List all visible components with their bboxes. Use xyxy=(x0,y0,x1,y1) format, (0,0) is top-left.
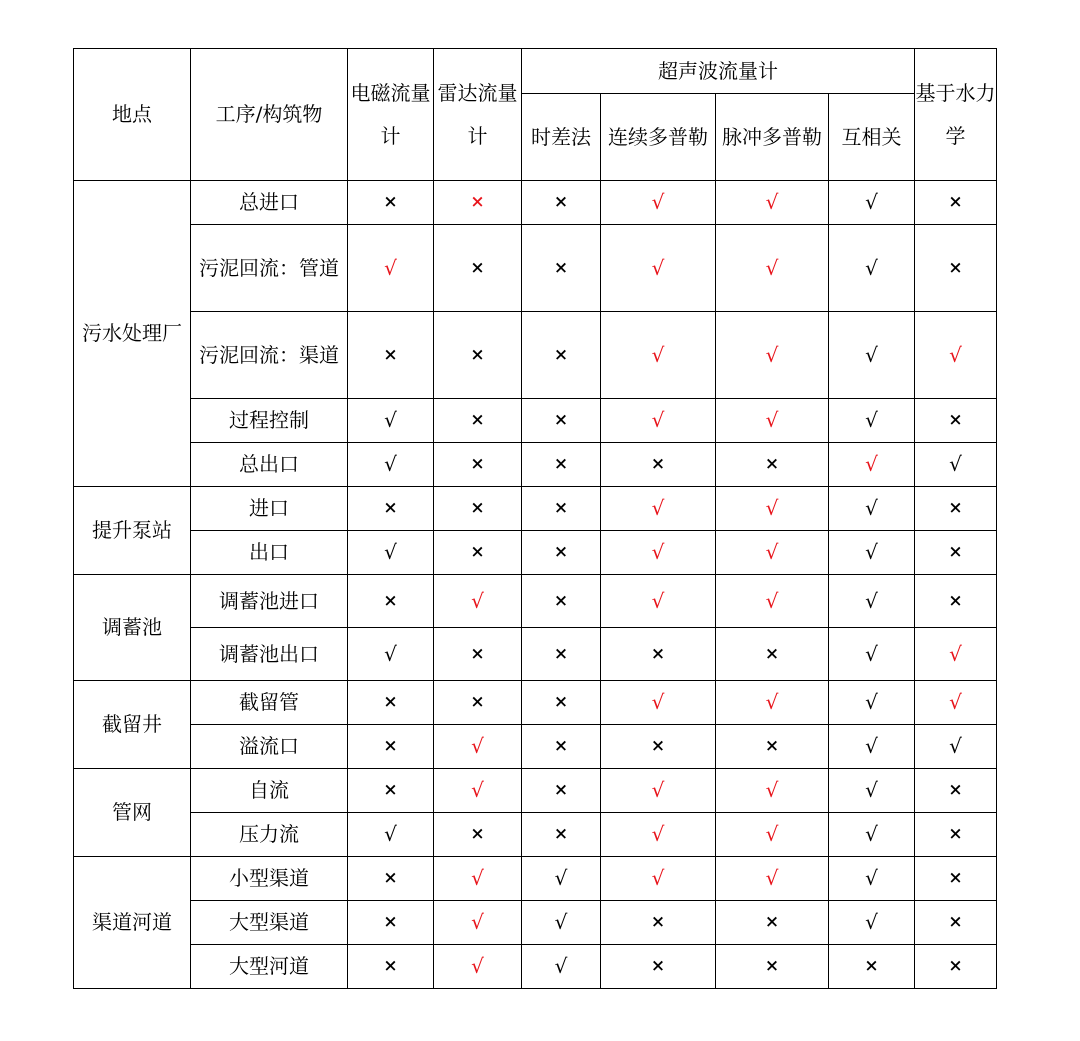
check-mark-icon: √ xyxy=(601,399,716,443)
table-row xyxy=(74,443,997,487)
process-cell: 调蓄池出口 xyxy=(191,628,348,681)
check-mark-icon: √ xyxy=(915,681,997,725)
table-row xyxy=(74,399,997,443)
process-cell: 进口 xyxy=(191,487,348,531)
table-row xyxy=(74,487,997,531)
cross-mark-icon: × xyxy=(716,725,829,769)
check-mark-icon: √ xyxy=(829,628,915,681)
header-process: 工序/构筑物 xyxy=(191,49,348,181)
cross-mark-icon: × xyxy=(348,312,434,399)
check-mark-icon: √ xyxy=(716,312,829,399)
cross-mark-icon: × xyxy=(348,769,434,813)
location-cell: 截留井 xyxy=(74,681,191,769)
cross-mark-icon: × xyxy=(915,769,997,813)
cross-mark-icon: × xyxy=(434,443,522,487)
table-row xyxy=(74,725,997,769)
cross-mark-icon: × xyxy=(348,725,434,769)
cross-mark-icon: × xyxy=(522,769,601,813)
check-mark-icon: √ xyxy=(915,628,997,681)
location-cell: 调蓄池 xyxy=(74,575,191,681)
process-cell: 出口 xyxy=(191,531,348,575)
check-mark-icon: √ xyxy=(348,443,434,487)
check-mark-icon: √ xyxy=(522,857,601,901)
check-mark-icon: √ xyxy=(601,813,716,857)
cross-mark-icon: × xyxy=(434,225,522,312)
check-mark-icon: √ xyxy=(601,487,716,531)
check-mark-icon: √ xyxy=(829,225,915,312)
check-mark-icon: √ xyxy=(829,487,915,531)
table-row xyxy=(74,813,997,857)
flowmeter-comparison-table xyxy=(73,48,997,989)
cross-mark-icon: × xyxy=(522,531,601,575)
check-mark-icon: √ xyxy=(434,725,522,769)
header-electromagnetic: 电磁流量计 xyxy=(348,49,434,181)
check-mark-icon: √ xyxy=(829,769,915,813)
cross-mark-icon: × xyxy=(915,901,997,945)
table-row xyxy=(74,945,997,989)
cross-mark-icon: × xyxy=(522,813,601,857)
check-mark-icon: √ xyxy=(601,857,716,901)
cross-mark-icon: × xyxy=(601,725,716,769)
table-row xyxy=(74,681,997,725)
check-mark-icon: √ xyxy=(716,531,829,575)
cross-mark-icon: × xyxy=(522,225,601,312)
process-cell: 大型渠道 xyxy=(191,901,348,945)
header-continuous-doppler: 连续多普勒 xyxy=(601,94,716,181)
cross-mark-icon: × xyxy=(348,575,434,628)
cross-mark-icon: × xyxy=(434,628,522,681)
cross-mark-icon: × xyxy=(348,681,434,725)
cross-mark-icon: × xyxy=(829,945,915,989)
check-mark-icon: √ xyxy=(829,399,915,443)
cross-mark-icon: × xyxy=(434,181,522,225)
cross-mark-icon: × xyxy=(434,813,522,857)
cross-mark-icon: × xyxy=(522,725,601,769)
check-mark-icon: √ xyxy=(915,312,997,399)
cross-mark-icon: × xyxy=(522,312,601,399)
cross-mark-icon: × xyxy=(348,901,434,945)
cross-mark-icon: × xyxy=(522,487,601,531)
check-mark-icon: √ xyxy=(716,769,829,813)
cross-mark-icon: × xyxy=(601,901,716,945)
cross-mark-icon: × xyxy=(348,487,434,531)
location-cell: 提升泵站 xyxy=(74,487,191,575)
table-row xyxy=(74,312,997,399)
check-mark-icon: √ xyxy=(348,225,434,312)
check-mark-icon: √ xyxy=(716,225,829,312)
cross-mark-icon: × xyxy=(915,399,997,443)
check-mark-icon: √ xyxy=(601,312,716,399)
check-mark-icon: √ xyxy=(434,857,522,901)
header-cross-correlation: 互相关 xyxy=(829,94,915,181)
check-mark-icon: √ xyxy=(348,399,434,443)
cross-mark-icon: × xyxy=(434,681,522,725)
cross-mark-icon: × xyxy=(601,628,716,681)
check-mark-icon: √ xyxy=(829,575,915,628)
cross-mark-icon: × xyxy=(434,399,522,443)
check-mark-icon: √ xyxy=(434,945,522,989)
process-cell: 自流 xyxy=(191,769,348,813)
check-mark-icon: √ xyxy=(716,399,829,443)
cross-mark-icon: × xyxy=(716,945,829,989)
table-row xyxy=(74,857,997,901)
cross-mark-icon: × xyxy=(915,531,997,575)
check-mark-icon: √ xyxy=(829,681,915,725)
check-mark-icon: √ xyxy=(829,181,915,225)
cross-mark-icon: × xyxy=(716,628,829,681)
check-mark-icon: √ xyxy=(522,901,601,945)
header-hydraulic: 基于水力学 xyxy=(915,49,997,181)
table-row xyxy=(74,769,997,813)
cross-mark-icon: × xyxy=(601,945,716,989)
cross-mark-icon: × xyxy=(716,901,829,945)
check-mark-icon: √ xyxy=(716,181,829,225)
cross-mark-icon: × xyxy=(434,312,522,399)
cross-mark-icon: × xyxy=(522,575,601,628)
check-mark-icon: √ xyxy=(716,487,829,531)
check-mark-icon: √ xyxy=(348,813,434,857)
cross-mark-icon: × xyxy=(348,857,434,901)
process-cell: 溢流口 xyxy=(191,725,348,769)
table-row xyxy=(74,531,997,575)
header-pulse-doppler: 脉冲多普勒 xyxy=(716,94,829,181)
check-mark-icon: √ xyxy=(829,725,915,769)
table-row xyxy=(74,225,997,312)
process-cell: 小型渠道 xyxy=(191,857,348,901)
location-cell: 管网 xyxy=(74,769,191,857)
check-mark-icon: √ xyxy=(915,443,997,487)
header-ultrasonic-group: 超声波流量计 xyxy=(522,49,915,94)
check-mark-icon: √ xyxy=(829,901,915,945)
table-row xyxy=(74,901,997,945)
cross-mark-icon: × xyxy=(915,575,997,628)
cross-mark-icon: × xyxy=(915,857,997,901)
cross-mark-icon: × xyxy=(434,531,522,575)
header-transit-time: 时差法 xyxy=(522,94,601,181)
check-mark-icon: √ xyxy=(716,813,829,857)
cross-mark-icon: × xyxy=(522,181,601,225)
table-row xyxy=(74,575,997,628)
check-mark-icon: √ xyxy=(434,575,522,628)
process-cell: 调蓄池进口 xyxy=(191,575,348,628)
cross-mark-icon: × xyxy=(915,225,997,312)
check-mark-icon: √ xyxy=(829,813,915,857)
cross-mark-icon: × xyxy=(915,945,997,989)
check-mark-icon: √ xyxy=(829,531,915,575)
check-mark-icon: √ xyxy=(601,681,716,725)
header-row-top xyxy=(74,49,997,94)
check-mark-icon: √ xyxy=(716,857,829,901)
check-mark-icon: √ xyxy=(829,443,915,487)
process-cell: 过程控制 xyxy=(191,399,348,443)
check-mark-icon: √ xyxy=(434,901,522,945)
cross-mark-icon: × xyxy=(348,181,434,225)
check-mark-icon: √ xyxy=(601,531,716,575)
check-mark-icon: √ xyxy=(348,628,434,681)
process-cell: 污泥回流：管道 xyxy=(191,225,348,312)
check-mark-icon: √ xyxy=(601,769,716,813)
check-mark-icon: √ xyxy=(716,575,829,628)
check-mark-icon: √ xyxy=(601,181,716,225)
cross-mark-icon: × xyxy=(915,813,997,857)
location-cell: 渠道河道 xyxy=(74,857,191,989)
cross-mark-icon: × xyxy=(522,443,601,487)
header-location: 地点 xyxy=(74,49,191,181)
check-mark-icon: √ xyxy=(522,945,601,989)
process-cell: 截留管 xyxy=(191,681,348,725)
location-cell: 污水处理厂 xyxy=(74,181,191,487)
table-row xyxy=(74,628,997,681)
check-mark-icon: √ xyxy=(829,857,915,901)
cross-mark-icon: × xyxy=(915,181,997,225)
table-row xyxy=(74,181,997,225)
process-cell: 总出口 xyxy=(191,443,348,487)
cross-mark-icon: × xyxy=(915,487,997,531)
cross-mark-icon: × xyxy=(601,443,716,487)
check-mark-icon: √ xyxy=(601,575,716,628)
check-mark-icon: √ xyxy=(434,769,522,813)
header-radar: 雷达流量计 xyxy=(434,49,522,181)
check-mark-icon: √ xyxy=(348,531,434,575)
process-cell: 污泥回流：渠道 xyxy=(191,312,348,399)
cross-mark-icon: × xyxy=(522,681,601,725)
process-cell: 总进口 xyxy=(191,181,348,225)
table-body xyxy=(74,181,997,989)
cross-mark-icon: × xyxy=(716,443,829,487)
check-mark-icon: √ xyxy=(915,725,997,769)
check-mark-icon: √ xyxy=(716,681,829,725)
cross-mark-icon: × xyxy=(434,487,522,531)
cross-mark-icon: × xyxy=(522,628,601,681)
cross-mark-icon: × xyxy=(348,945,434,989)
check-mark-icon: √ xyxy=(829,312,915,399)
process-cell: 压力流 xyxy=(191,813,348,857)
cross-mark-icon: × xyxy=(522,399,601,443)
process-cell: 大型河道 xyxy=(191,945,348,989)
check-mark-icon: √ xyxy=(601,225,716,312)
